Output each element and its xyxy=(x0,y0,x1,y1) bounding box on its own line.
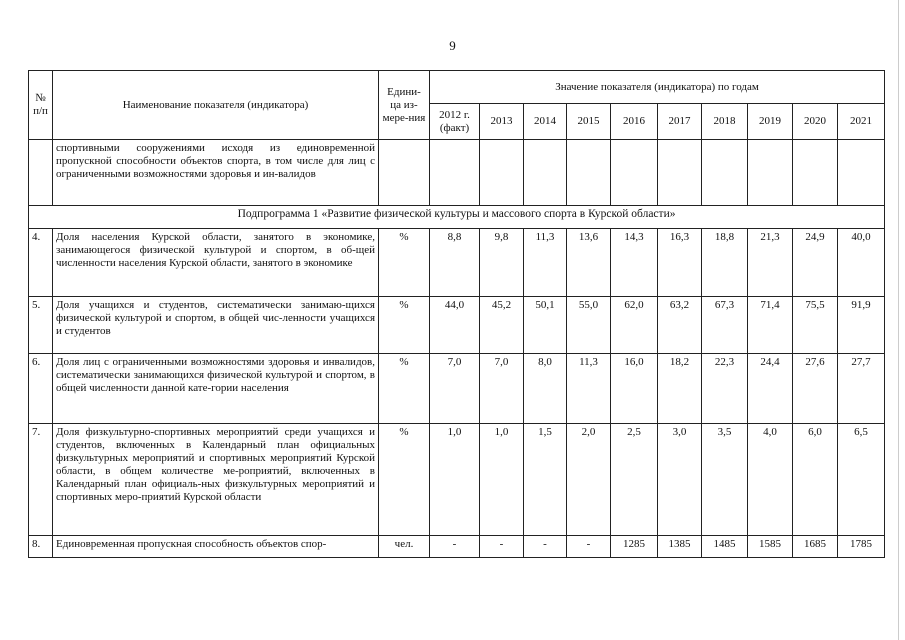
indicators-table xyxy=(28,70,885,558)
row-value: 1,5 xyxy=(524,424,567,536)
row-value: - xyxy=(430,536,480,558)
row-num: 4. xyxy=(29,229,53,297)
header-unit: Едини-ца из-мере-ния xyxy=(379,71,430,140)
table-row xyxy=(29,536,885,558)
row-value: 7,0 xyxy=(430,354,480,424)
row-value: 18,8 xyxy=(702,229,748,297)
page-number: 9 xyxy=(449,38,456,53)
row-unit: чел. xyxy=(379,536,430,558)
row-value: - xyxy=(567,536,611,558)
row-value: 8,0 xyxy=(524,354,567,424)
row-value: 27,7 xyxy=(838,354,885,424)
table-row xyxy=(29,297,885,354)
row-value: 27,6 xyxy=(793,354,838,424)
row-unit: % xyxy=(379,297,430,354)
header-year: 2018 xyxy=(702,104,748,140)
row-value: 9,8 xyxy=(480,229,524,297)
row-value: 63,2 xyxy=(658,297,702,354)
row-value: 11,3 xyxy=(524,229,567,297)
row-value: 1285 xyxy=(611,536,658,558)
header-num: № п/п xyxy=(29,71,53,140)
row-value: 2,5 xyxy=(611,424,658,536)
row-value: 1485 xyxy=(702,536,748,558)
row-value: 1,0 xyxy=(480,424,524,536)
row-value: 91,9 xyxy=(838,297,885,354)
table-row xyxy=(29,229,885,297)
row-name: Доля учащихся и студентов, систематически занимаю-щихся физической культурой и спортом, в общей чис-ленности учащихся и студентов xyxy=(53,297,379,354)
header-year: 2015 xyxy=(567,104,611,140)
row-value: 1785 xyxy=(838,536,885,558)
header-year: 2017 xyxy=(658,104,702,140)
row-num: 5. xyxy=(29,297,53,354)
row-value: 1385 xyxy=(658,536,702,558)
row-unit: % xyxy=(379,424,430,536)
header-values-group: Значение показателя (индикатора) по годам xyxy=(430,71,885,104)
row-name: Доля лиц с ограниченными возможностями здоровья и инвалидов, систематически занимающихся физической культурой и спортом, в общей численности данной кате-гории населения xyxy=(53,354,379,424)
row-value: 3,5 xyxy=(702,424,748,536)
header-year: 2012 г. (факт) xyxy=(430,104,480,140)
row-value: 40,0 xyxy=(838,229,885,297)
row-value: 75,5 xyxy=(793,297,838,354)
row-value: 24,9 xyxy=(793,229,838,297)
row-value: 24,4 xyxy=(748,354,793,424)
row-name: Единовременная пропускная способность объектов спор- xyxy=(53,536,379,558)
row-value: 18,2 xyxy=(658,354,702,424)
header-year: 2016 xyxy=(611,104,658,140)
row-value: 55,0 xyxy=(567,297,611,354)
row-value: 13,6 xyxy=(567,229,611,297)
row-value: 6,0 xyxy=(793,424,838,536)
row-value: - xyxy=(524,536,567,558)
row-name: Доля населения Курской области, занятого в экономике, занимающегося физической культурой и спортом, в об-щей численности населения Курской области, занятого в экономике xyxy=(53,229,379,297)
row-value: 8,8 xyxy=(430,229,480,297)
header-year: 2021 xyxy=(838,104,885,140)
table-row xyxy=(29,354,885,424)
row-value: 44,0 xyxy=(430,297,480,354)
row-value: 67,3 xyxy=(702,297,748,354)
row-value: 6,5 xyxy=(838,424,885,536)
row-num: 8. xyxy=(29,536,53,558)
row-value: - xyxy=(480,536,524,558)
row-value: 22,3 xyxy=(702,354,748,424)
header-name: Наименование показателя (индикатора) xyxy=(53,71,379,140)
row-value: 50,1 xyxy=(524,297,567,354)
row-unit: % xyxy=(379,229,430,297)
row-value: 16,3 xyxy=(658,229,702,297)
header-year: 2020 xyxy=(793,104,838,140)
row-value: 7,0 xyxy=(480,354,524,424)
row-value: 16,0 xyxy=(611,354,658,424)
subprogram-row xyxy=(29,206,885,229)
header-year: 2013 xyxy=(480,104,524,140)
row-value: 2,0 xyxy=(567,424,611,536)
row-name: Доля физкультурно-спортивных мероприятий среди учащихся и студентов, включенных в Календарный план официальных физкультурных мероприятий и спортивных мероприятий Курской области, в общем количестве ме-роприятий, включенных в Календарный план официаль-ных физкультурных мероприятий и спортивных меро-приятий Курской области xyxy=(53,424,379,536)
row-value: 45,2 xyxy=(480,297,524,354)
row-value: 21,3 xyxy=(748,229,793,297)
row-num: 7. xyxy=(29,424,53,536)
header-year: 2019 xyxy=(748,104,793,140)
row-unit: % xyxy=(379,354,430,424)
table-row-continuation xyxy=(29,140,885,206)
row-value: 1585 xyxy=(748,536,793,558)
table-row xyxy=(29,424,885,536)
header-year: 2014 xyxy=(524,104,567,140)
row-value: 1,0 xyxy=(430,424,480,536)
subprogram-title: Подпрограмма 1 «Развитие физической культуры и массового спорта в Курской области» xyxy=(29,206,885,229)
row-value: 1685 xyxy=(793,536,838,558)
row-value: 62,0 xyxy=(611,297,658,354)
row-num: 6. xyxy=(29,354,53,424)
row-value: 71,4 xyxy=(748,297,793,354)
row-value: 3,0 xyxy=(658,424,702,536)
row-value: 11,3 xyxy=(567,354,611,424)
row-value: 4,0 xyxy=(748,424,793,536)
page-edge xyxy=(898,0,899,640)
row-value: 14,3 xyxy=(611,229,658,297)
row-name: спортивными сооружениями исходя из единовременной пропускной способности объектов спорта, в том числе для лиц с ограниченными возможностями здоровья и ин-валидов xyxy=(53,140,379,206)
